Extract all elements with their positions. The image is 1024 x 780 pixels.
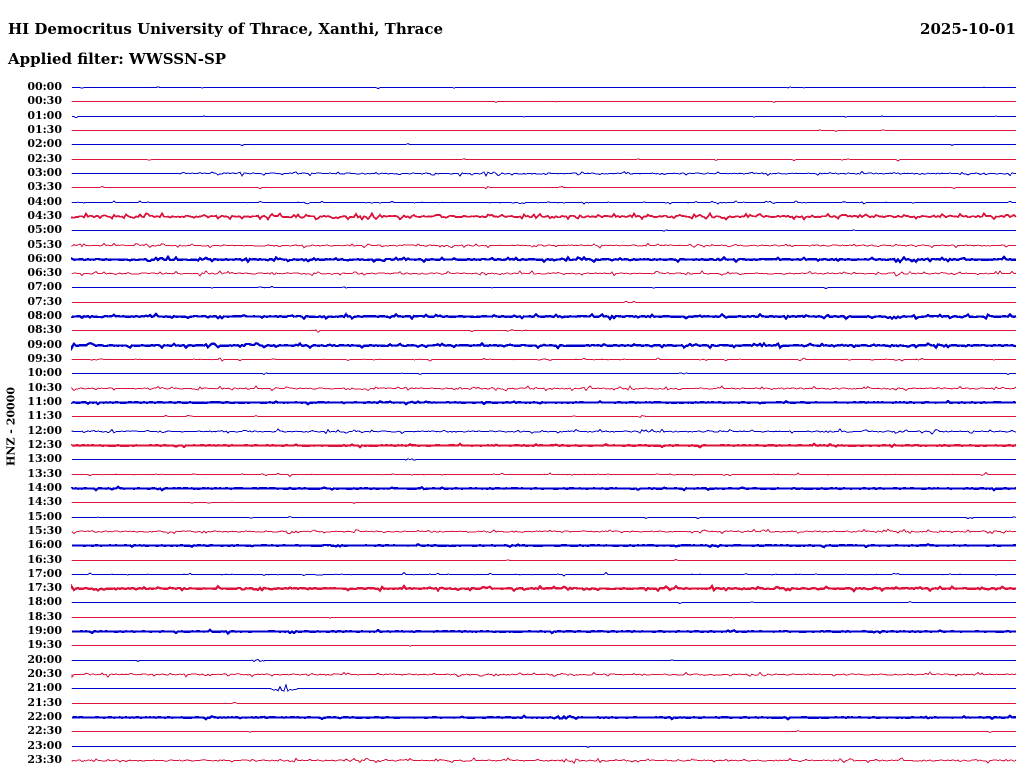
trace-row-1430 (72, 502, 1016, 503)
trace-time-label: 22:00 (27, 710, 62, 723)
trace-row-1000 (72, 373, 1016, 375)
trace-row-1300 (72, 459, 1016, 460)
trace-row-1830 (72, 617, 1016, 618)
trace-time-label: 21:30 (27, 696, 62, 709)
trace-row-0100 (72, 116, 1016, 118)
trace-time-label: 05:30 (27, 238, 62, 251)
trace-row-0030 (72, 101, 1016, 102)
trace-row-0600 (72, 257, 1016, 262)
trace-row-1100 (72, 401, 1016, 404)
trace-row-2200 (72, 716, 1016, 720)
trace-time-label: 20:30 (27, 667, 62, 680)
trace-row-0330 (72, 186, 1016, 189)
trace-time-label: 12:00 (27, 424, 62, 437)
trace-time-label: 22:30 (27, 724, 62, 737)
trace-time-label: 09:00 (27, 338, 62, 351)
trace-row-0000 (72, 87, 1016, 89)
trace-row-1800 (72, 601, 1016, 603)
trace-time-label: 02:00 (27, 137, 62, 150)
trace-time-label: 13:30 (27, 467, 62, 480)
trace-time-label: 19:30 (27, 638, 62, 651)
trace-time-label: 07:00 (27, 280, 62, 293)
trace-time-label: 05:00 (27, 223, 62, 236)
trace-row-2330 (72, 758, 1016, 763)
trace-time-label: 06:00 (27, 252, 62, 265)
trace-time-label: 07:30 (27, 295, 62, 308)
trace-row-0300 (72, 171, 1016, 176)
station-title: HI Democritus University of Thrace, Xanthi, Thrace (8, 20, 444, 38)
trace-time-label: 06:30 (27, 266, 62, 279)
trace-row-0430 (72, 213, 1016, 219)
trace-time-label: 23:30 (27, 753, 62, 766)
trace-time-label: 17:30 (27, 581, 62, 594)
trace-row-1030 (72, 386, 1016, 391)
trace-row-0700 (72, 286, 1016, 288)
trace-row-1530 (72, 529, 1016, 534)
trace-row-0230 (72, 159, 1016, 161)
trace-row-0400 (72, 201, 1016, 204)
trace-row-2230 (72, 731, 1016, 733)
trace-time-label: 16:00 (27, 538, 62, 551)
trace-time-label: 10:00 (27, 366, 62, 379)
trace-time-label: 19:00 (27, 624, 62, 637)
plot-date: 2025-10-01 (920, 20, 1016, 38)
trace-time-label: 01:00 (27, 109, 62, 122)
trace-time-label: 04:00 (27, 195, 62, 208)
trace-time-label: 01:30 (27, 123, 62, 136)
trace-time-label: 15:00 (27, 510, 62, 523)
trace-row-1400 (72, 487, 1016, 490)
trace-row-0630 (72, 271, 1016, 276)
trace-row-1130 (72, 415, 1016, 417)
trace-time-label: 12:30 (27, 438, 62, 451)
trace-time-label: 23:00 (27, 739, 62, 752)
applied-filter-label: Applied filter: WWSSN-SP (8, 50, 227, 68)
trace-time-label: 18:30 (27, 610, 62, 623)
trace-time-label: 04:30 (27, 209, 62, 222)
channel-scale-label: HNZ - 20000 (4, 387, 18, 466)
trace-row-0530 (72, 244, 1016, 248)
trace-time-label: 11:00 (27, 395, 62, 408)
trace-row-1330 (72, 473, 1016, 477)
trace-time-label: 08:30 (27, 323, 62, 336)
trace-time-label: 02:30 (27, 152, 62, 165)
trace-time-label: 11:30 (27, 409, 62, 422)
trace-row-1230 (72, 444, 1016, 448)
trace-time-label: 21:00 (27, 681, 62, 694)
trace-time-label: 14:30 (27, 495, 62, 508)
trace-row-0830 (72, 330, 1016, 333)
trace-row-1930 (72, 645, 1016, 646)
trace-row-2100 (72, 685, 1016, 691)
trace-time-label: 15:30 (27, 524, 62, 537)
trace-time-label: 16:30 (27, 553, 62, 566)
trace-row-1600 (72, 544, 1016, 547)
trace-row-0200 (72, 144, 1016, 146)
trace-row-1200 (72, 429, 1016, 434)
trace-row-1730 (72, 586, 1016, 591)
trace-row-0800 (72, 314, 1016, 319)
trace-time-label: 17:00 (27, 567, 62, 580)
trace-row-1900 (72, 630, 1016, 634)
trace-row-1630 (72, 559, 1016, 560)
trace-row-2300 (72, 746, 1016, 747)
trace-row-0900 (72, 343, 1016, 348)
trace-time-label: 08:00 (27, 309, 62, 322)
trace-time-label: 03:00 (27, 166, 62, 179)
trace-row-0130 (72, 130, 1016, 131)
trace-row-1500 (72, 517, 1016, 519)
trace-time-label: 10:30 (27, 381, 62, 394)
trace-time-label: 00:30 (27, 94, 62, 107)
trace-time-label: 13:00 (27, 452, 62, 465)
trace-time-label: 14:00 (27, 481, 62, 494)
trace-row-2130 (72, 702, 1016, 703)
trace-row-1700 (72, 573, 1016, 576)
trace-row-0500 (72, 230, 1016, 231)
trace-row-0930 (72, 358, 1016, 361)
trace-time-label: 18:00 (27, 595, 62, 608)
trace-time-label: 20:00 (27, 653, 62, 666)
trace-row-0730 (72, 301, 1016, 302)
trace-time-label: 00:00 (27, 80, 62, 93)
trace-row-2000 (72, 660, 1016, 662)
trace-time-label: 09:30 (27, 352, 62, 365)
trace-time-label: 03:30 (27, 180, 62, 193)
trace-row-2030 (72, 672, 1016, 677)
